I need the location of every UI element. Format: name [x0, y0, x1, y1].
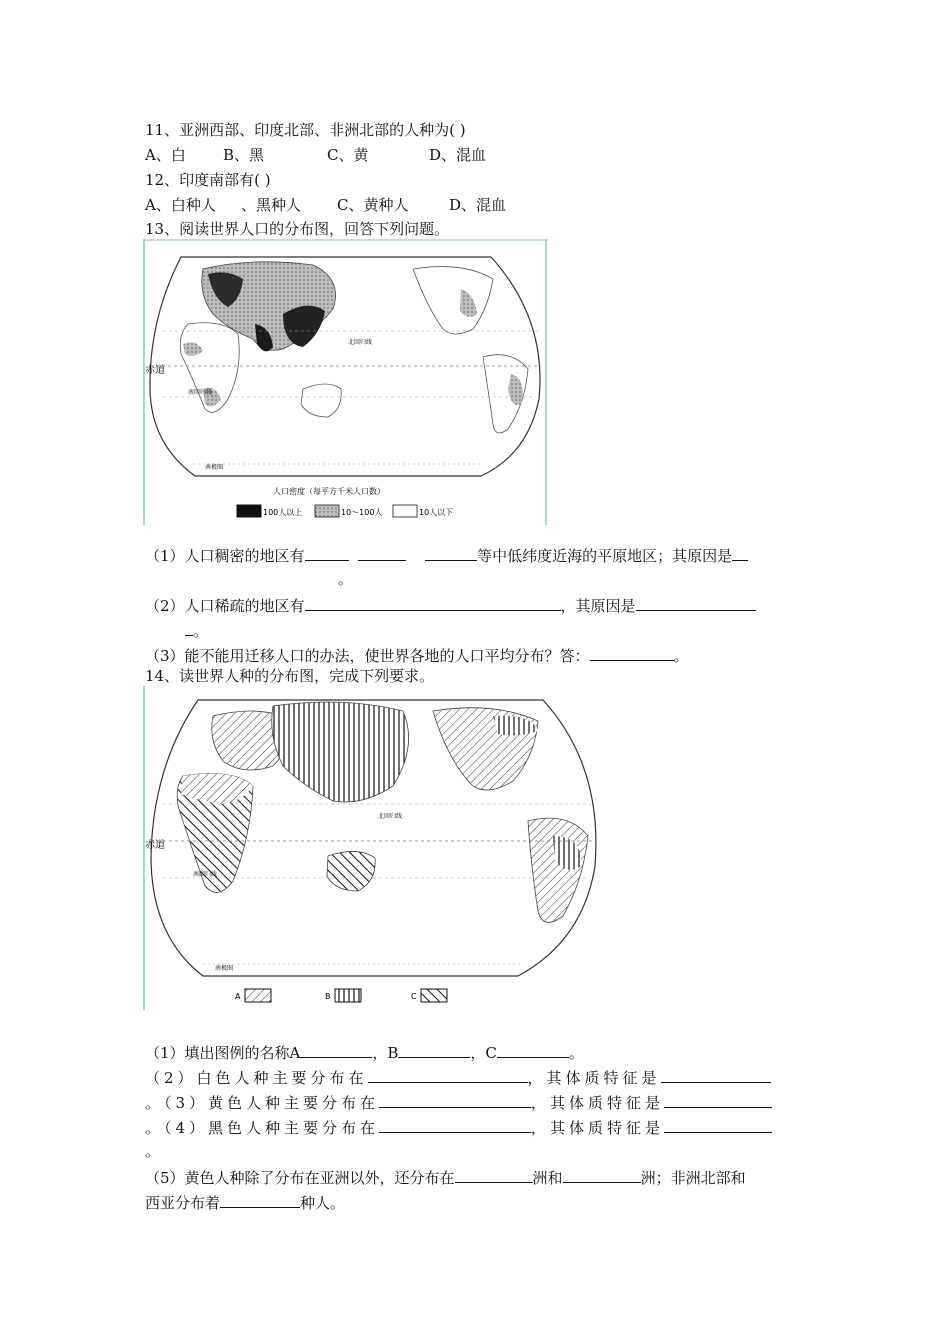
- polar-s-label: 南极圈: [215, 965, 234, 972]
- blank-14-2b[interactable]: [661, 1066, 771, 1083]
- legend-swatch-medium: [315, 505, 339, 517]
- equator-label: 赤道: [145, 840, 165, 851]
- q13-sub1-end: 。: [338, 570, 354, 588]
- legend-medium-label: 10～100人: [341, 508, 383, 517]
- q14-sub3: 。（3）黄色人种主要分布在 ，其体质特征是: [145, 1091, 772, 1113]
- blank-14-1b[interactable]: [398, 1041, 470, 1058]
- blank-14-5a[interactable]: [455, 1166, 533, 1183]
- legend-b-letter: B: [325, 992, 331, 1001]
- blank-13-2a[interactable]: [305, 594, 561, 611]
- q11-option-a: A、白: [145, 146, 186, 164]
- q11-option-b: B、黑: [223, 146, 265, 164]
- q14-sub5: （5）黄色人种除了分布在亚洲以外，还分布在 洲和 洲；非洲北部和: [145, 1166, 746, 1188]
- q14-stem: 14、读世界人种的分布图，完成下列要求。: [145, 667, 435, 685]
- legend-swatch-dense: [237, 505, 261, 517]
- legend-swatch-a: [245, 989, 271, 1002]
- q12-option-a: A、白种人: [145, 196, 216, 214]
- blank-13-2c[interactable]: [185, 619, 193, 636]
- legend-swatch-b: [335, 989, 361, 1002]
- blank-13-1d[interactable]: [732, 544, 748, 561]
- blank-13-1b[interactable]: [358, 544, 406, 561]
- q12-option-d: D、混血: [449, 196, 507, 214]
- population-density-map: [143, 239, 548, 525]
- blank-13-1a[interactable]: [305, 544, 349, 561]
- polar-s-label: 南极圈: [205, 464, 224, 471]
- q12-option-b: 、黑种人: [241, 196, 302, 214]
- q13-sub1: （1）人口稠密的地区有 等中低纬度近海的平原地区；其原因是: [145, 544, 748, 566]
- race-distribution-map: [143, 686, 605, 1010]
- q14-sub2: （2）白色人种主要分布在 ，其体质特征是: [145, 1066, 771, 1088]
- blank-13-1c[interactable]: [425, 544, 477, 561]
- q11-options: [145, 145, 486, 165]
- blank-14-1a[interactable]: [300, 1041, 372, 1058]
- blank-13-3[interactable]: [590, 644, 674, 661]
- blank-14-2a[interactable]: [368, 1066, 528, 1083]
- legend-a-letter: A: [235, 992, 241, 1001]
- blank-14-5b[interactable]: [563, 1166, 641, 1183]
- legend-title: 人口密度（每平方千米人口数）: [273, 487, 385, 496]
- q14-sub4: 。（4）黑色人种主要分布在 ，其体质特征是: [145, 1116, 772, 1138]
- legend-swatch-c: [421, 989, 447, 1002]
- q11-option-c: C、黄: [327, 146, 369, 164]
- q13-sub2: （2）人口稀疏的地区有 ，其原因是: [145, 594, 756, 616]
- tropic-n-label: 北回归线: [378, 813, 403, 820]
- q11-stem: 11、亚洲西部、印度北部、非洲北部的人种为( ): [145, 121, 466, 139]
- tropic-s-label: 南回归线: [193, 871, 218, 878]
- tropic-n-label: 北回归线: [348, 339, 373, 346]
- q12-stem: 12、印度南部有( ): [145, 171, 271, 189]
- blank-13-2b[interactable]: [636, 594, 756, 611]
- blank-14-3a[interactable]: [379, 1091, 531, 1108]
- blank-14-3b[interactable]: [664, 1091, 772, 1108]
- q11-option-d: D、混血: [429, 146, 487, 164]
- legend-dense-label: 100人以上: [263, 508, 303, 517]
- blank-14-5c[interactable]: [220, 1191, 300, 1208]
- q13-sub2-end: 。: [185, 619, 208, 641]
- equator-label: 赤道: [145, 365, 165, 376]
- legend-c-letter: C: [411, 992, 417, 1001]
- q13-sub3: （3）能不能用迁移人口的办法，使世界各地的人口平均分布？答： 。: [145, 644, 689, 666]
- q14-sub1: （1）填出图例的名称A ，B ，C 。: [145, 1041, 584, 1063]
- q12-options: [145, 195, 506, 215]
- tropic-s-label: 南回归线: [188, 389, 213, 396]
- q13-stem: 13、阅读世界人口的分布图，回答下列问题。: [145, 220, 450, 238]
- q14-sub4-end: 。: [145, 1142, 161, 1160]
- legend-sparse-label: 10人以下: [419, 508, 454, 517]
- legend-swatch-sparse: [393, 505, 417, 517]
- blank-14-4a[interactable]: [379, 1116, 531, 1133]
- q14-sub5-cont: 西亚分布着 种人。: [145, 1191, 345, 1213]
- q12-option-c: C、黄种人: [337, 196, 409, 214]
- blank-14-4b[interactable]: [664, 1116, 772, 1133]
- blank-14-1c[interactable]: [497, 1041, 569, 1058]
